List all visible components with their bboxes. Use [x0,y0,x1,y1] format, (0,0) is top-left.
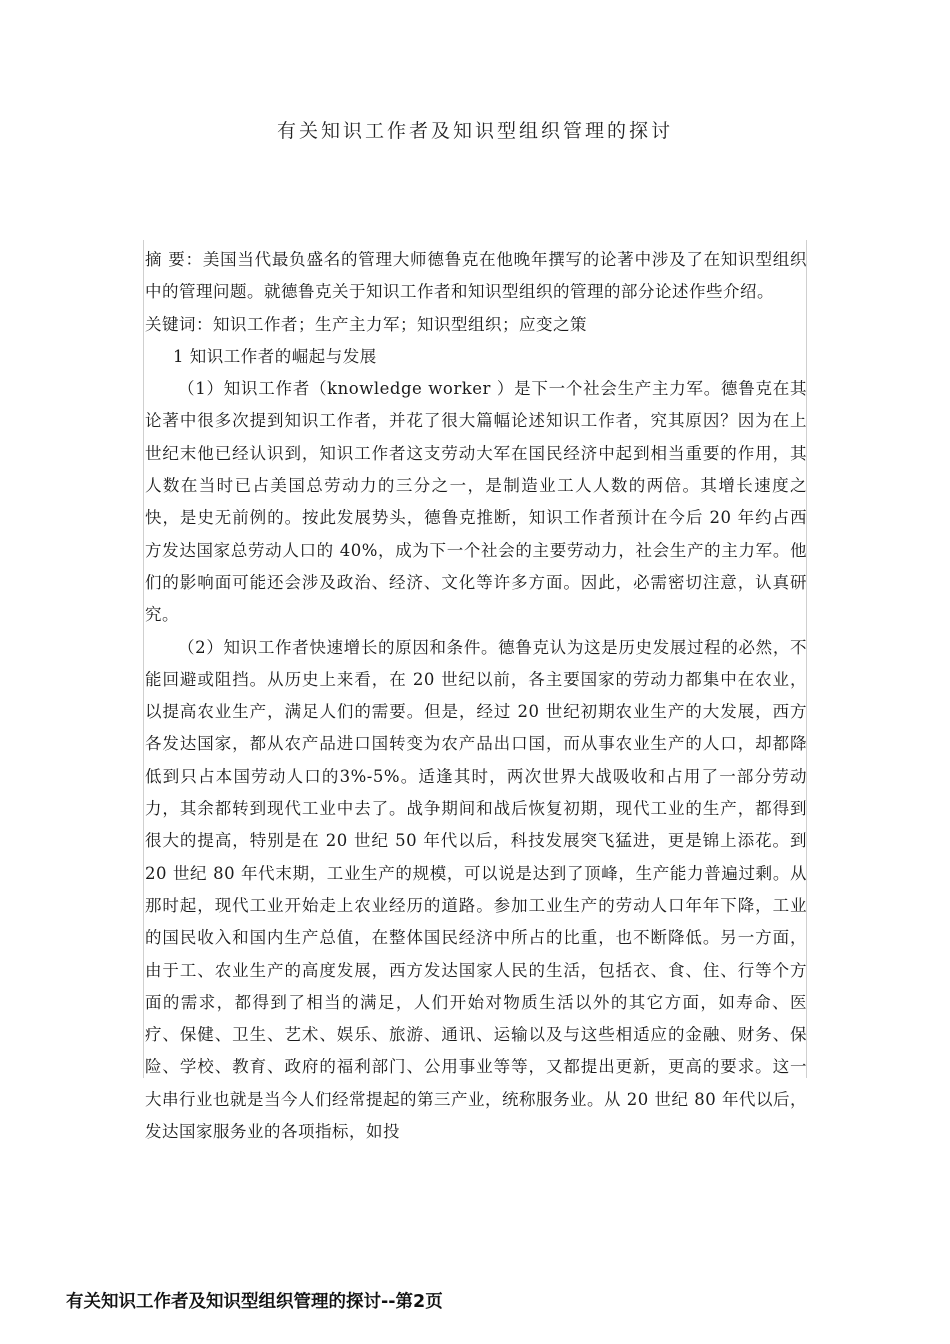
page-footer: 有关知识工作者及知识型组织管理的探讨--第2页 [66,1292,443,1312]
abstract-paragraph: 摘 要：美国当代最负盛名的管理大师德鲁克在他晚年撰写的论著中涉及了在知识型组织中的管理问题。就德鲁克关于知识工作者和知识型组织的管理的部分论述作些介绍。 [145,250,807,302]
text-frame-left-border [143,240,144,1078]
keywords-line: 关键词：知识工作者；生产主力军；知识型组织；应变之策 [145,314,587,334]
body-paragraph-1: （1）知识工作者（knowledge worker ）是下一个社会生产主力军。德鲁克在其论著中很多次提到知识工作者，并花了很大篇幅论述知识工作者，究其原因？因为在上世纪末他已经认识到，知识工作者这支劳动大军在国民经济中起到相当重要的作用，其人数在当时已占美国总劳动力的三分之一，是制造业工人人数的两倍。其增长速度之快，是史无前例的。按此发展势头，德鲁克推断，知识工作者预计在今后 20 年约占西方发达国家总劳动人口的 40%，成为下一个社会的主要劳动力，社会生产的主力军。他们的影响面可能还会涉及政治、经济、文化等许多方面。因此，必需密切注意，认真研究。 [145,379,807,625]
document-title: 有关知识工作者及知识型组织管理的探讨 [276,120,673,142]
document-body [145,244,807,1148]
body-paragraph-2: （2）知识工作者快速增长的原因和条件。德鲁克认为这是历史发展过程的必然，不能回避或阻挡。从历史上来看，在 20 世纪以前，各主要国家的劳动力都集中在农业，以提高农业生产，满足人们的需要。但是，经过 20 世纪初期农业生产的大发展，西方各发达国家，都从农产品进口国转变为农产品出口国，而从事农业生产的人口，却都降低到只占本国劳动人口的3%-5%。适逢其时，两次世界大战吸收和占用了一部分劳动力，其余都转到现代工业中去了。战争期间和战后恢复初期，现代工业的生产，都得到很大的提高，特别是在 20 世纪 50 年代以后，科技发展突飞猛进，更是锦上添花。到 20 世纪 80 年代末期，工业生产的规模，可以说是达到了顶峰，生产能力普遍过剩。从那时起，现代工业开始走上农业经历的道路。参加工业生产的劳动人口年年下降，工业的国民收入和国内生产总值，在整体国民经济中所占的比重，也不断降低。另一方面，由于工、农业生产的高度发展，西方发达国家人民的生活，包括衣、食、住、行等个方面的需求，都得到了相当的满足，人们开始对物质生活以外的其它方面，如寿命、医疗、保健、卫生、艺术、娱乐、旅游、通讯、运输以及与这些相适应的金融、财务、保险、学校、教育、政府的福利部门、公用事业等等，又都提出更新，更高的要求。这一大串行业也就是当今人们经常提起的第三产业，统称服务业。从 20 世纪 80 年代以后，发达国家服务业的各项指标，如投 [145,637,807,1142]
section-heading: 1 知识工作者的崛起与发展 [173,346,377,366]
